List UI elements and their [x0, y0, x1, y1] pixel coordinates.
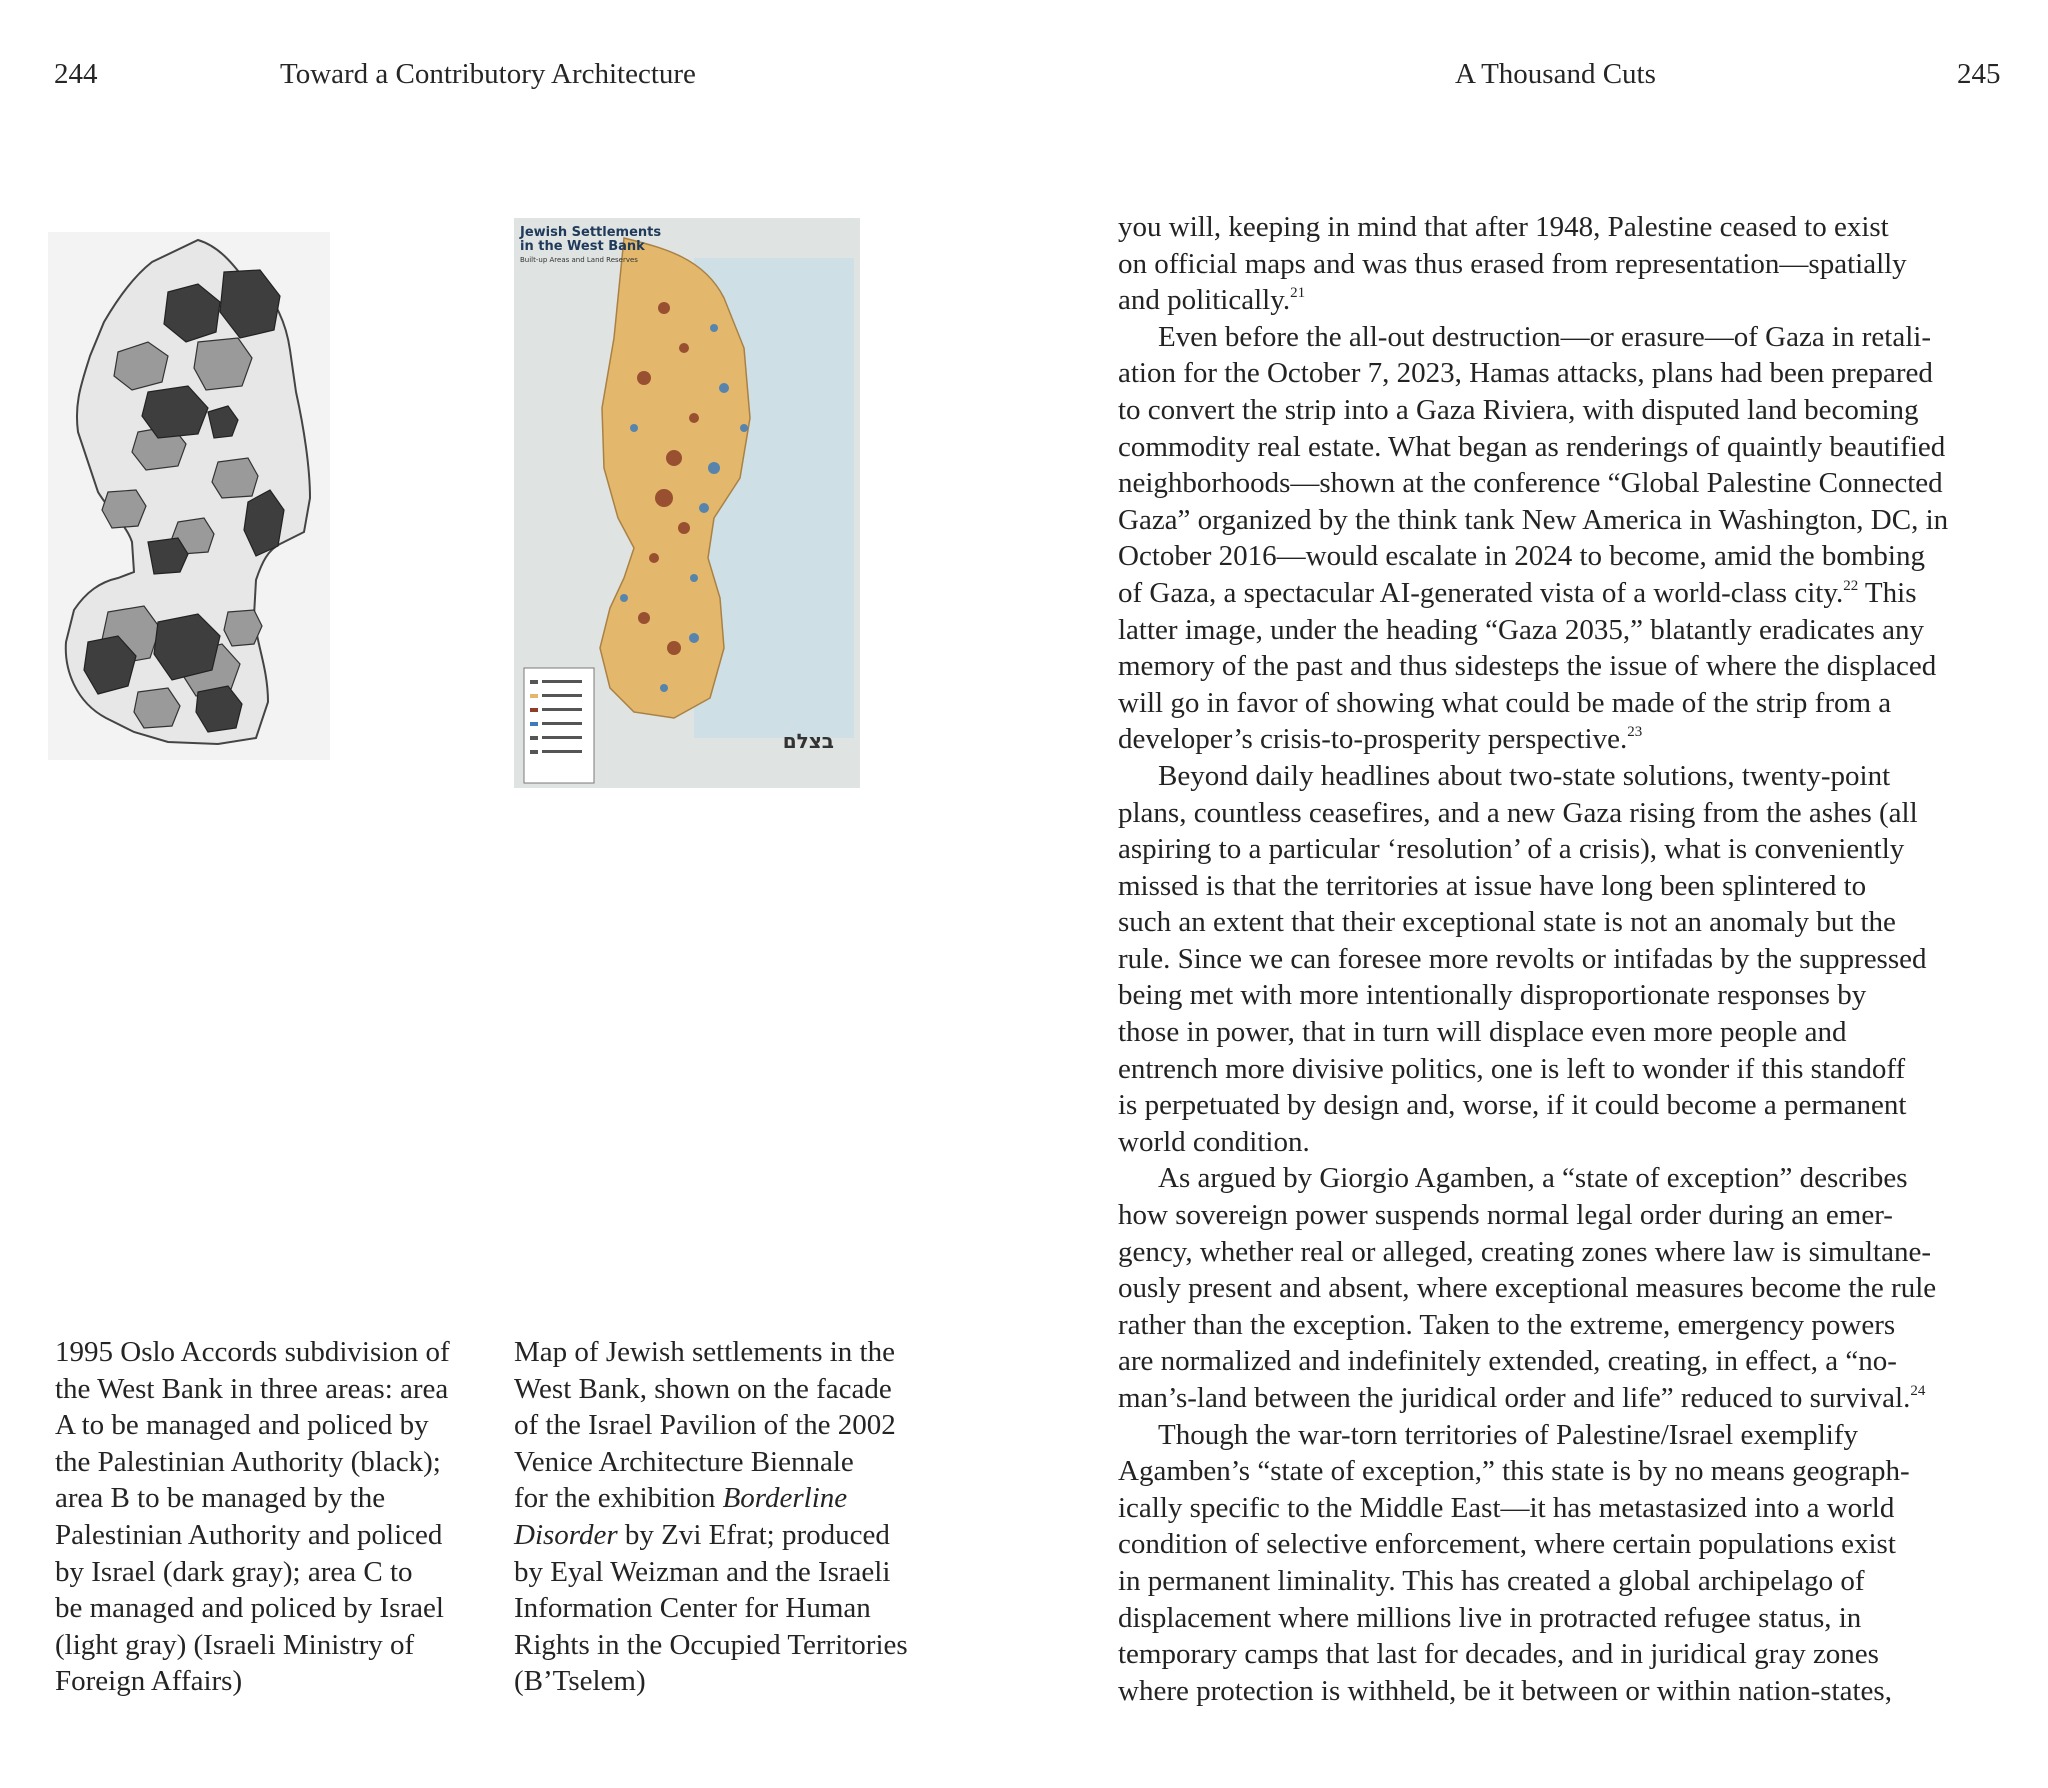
body-line: Beyond daily headlines about two-state solutions, twenty-point — [1158, 759, 1891, 792]
caption-line — [514, 1517, 954, 1554]
caption-line: Map of Jewish settlements in the — [514, 1336, 895, 1368]
footnote-ref: 23 — [1627, 724, 1643, 741]
caption-line: area B to be managed by the — [55, 1482, 386, 1515]
body-line: rule. Since we can foresee more revolts or intifadas by the suppressed — [1118, 942, 1927, 975]
body-line — [1118, 282, 2018, 319]
caption-settlements-map — [514, 1334, 954, 1700]
caption-line: be managed and policed by Israel — [55, 1592, 444, 1625]
caption-text: by Zvi Efrat; produced — [617, 1518, 890, 1551]
footnote-ref: 21 — [1290, 285, 1306, 302]
body-line: Gaza” organized by the think tank New America in Washington, DC, in — [1118, 503, 1949, 536]
settlements-map-graphic — [514, 218, 860, 788]
fig2-subtitle: Built-up Areas and Land Reserves — [520, 256, 638, 264]
body-line: Even before the all-out destruction—or erasure—of Gaza in retali- — [1158, 320, 1932, 353]
caption-line: Information Center for Human — [514, 1592, 871, 1625]
btselem-logo: בצלם — [782, 729, 834, 753]
footnote-ref: 22 — [1843, 577, 1859, 594]
body-line — [1118, 1380, 2018, 1417]
caption-line: A to be managed and policed by — [55, 1409, 429, 1442]
caption-line: of the Israel Pavilion of the 2002 — [514, 1409, 896, 1442]
body-line: missed is that the territories at issue have long been splintered to — [1118, 869, 1867, 902]
footnote-ref: 24 — [1910, 1383, 1926, 1399]
right-running-head: A Thousand Cuts — [1455, 58, 1656, 90]
body-line: on official maps and was thus erased from representation—spatially — [1118, 247, 1907, 280]
body-line: Agamben’s “state of exception,” this state is by no means geograph- — [1118, 1455, 1910, 1488]
caption-line: (light gray) (Israeli Ministry of — [55, 1628, 415, 1661]
left-page-number: 244 — [54, 58, 98, 90]
body-text — [1118, 209, 2018, 1709]
body-line: ically specific to the Middle East—it has metastasized into a world — [1118, 1491, 1895, 1524]
body-line: temporary camps that last for decades, and in juridical gray zones — [1118, 1638, 1879, 1671]
body-line: such an extent that their exceptional state is not an anomaly but the — [1118, 906, 1896, 939]
body-line: condition of selective enforcement, where certain populations exist — [1118, 1528, 1896, 1561]
body-line: will go in favor of showing what could be made of the strip from a — [1118, 686, 1892, 719]
body-line: where protection is withheld, be it between or within nation-states, — [1118, 1674, 1892, 1707]
oslo-map-graphic — [48, 232, 330, 760]
caption-line: by Israel (dark gray); area C to — [55, 1555, 413, 1588]
caption-line: Rights in the Occupied Territories — [514, 1628, 908, 1661]
body-line: plans, countless ceasefires, and a new Gaza rising from the ashes (all — [1118, 796, 1918, 829]
body-line — [1118, 721, 2018, 758]
body-line: commodity real estate. What began as renderings of quaintly beautified — [1118, 430, 1946, 463]
body-text-run: of Gaza, a spectacular AI-generated vista of a world-class city. — [1118, 576, 1844, 609]
body-text-run: and politically. — [1118, 284, 1291, 317]
body-line: Though the war-torn territories of Palestine/Israel exemplify — [1158, 1418, 1859, 1451]
body-line: ation for the October 7, 2023, Hamas attacks, plans had been prepared — [1118, 357, 1933, 390]
body-line: rather than the exception. Taken to the extreme, emergency powers — [1118, 1308, 1896, 1341]
caption-line: Venice Architecture Biennale — [514, 1445, 854, 1478]
body-line: you will, keeping in mind that after 1948, Palestine ceased to exist — [1118, 211, 1889, 243]
body-line: aspiring to a particular ‘resolution’ of a crisis), what is conveniently — [1118, 833, 1905, 866]
body-line: in permanent liminality. This has created a global archipelago of — [1118, 1564, 1865, 1597]
body-line: ously present and absent, where exceptional measures become the rule — [1118, 1272, 1937, 1305]
caption-text: for the exhibition — [514, 1482, 723, 1515]
caption-line: Palestinian Authority and policed — [55, 1518, 443, 1551]
body-line: being met with more intentionally disproportionate responses by — [1118, 979, 1867, 1012]
body-line: gency, whether real or alleged, creating zones where law is simultane- — [1118, 1235, 1931, 1268]
settlements-map-figure — [514, 218, 860, 788]
left-running-head: Toward a Contributory Architecture — [280, 58, 696, 90]
body-line — [1118, 575, 2018, 612]
body-line: to convert the strip into a Gaza Riviera, with disputed land becoming — [1118, 393, 1919, 426]
body-line: world condition. — [1118, 1125, 1310, 1158]
exhibition-title: Borderline — [722, 1482, 848, 1515]
body-line: are normalized and indefinitely extended, creating, in effect, a “no- — [1118, 1345, 1897, 1378]
body-line: how sovereign power suspends normal legal order during an emer- — [1118, 1199, 1893, 1232]
caption-line: by Eyal Weizman and the Israeli — [514, 1555, 891, 1588]
fig2-title-line2: in the West Bank — [520, 239, 645, 254]
caption-line — [514, 1480, 954, 1517]
caption-line: (B’Tselem) — [514, 1665, 646, 1698]
body-line: memory of the past and thus sidesteps the issue of where the displaced — [1118, 650, 1937, 683]
caption-line: West Bank, shown on the facade — [514, 1372, 892, 1405]
body-line: October 2016—would escalate in 2024 to become, amid the bombing — [1118, 540, 1925, 573]
body-line: displacement where millions live in protracted refugee status, in — [1118, 1601, 1862, 1634]
right-page-number: 245 — [1957, 58, 2001, 90]
body-line: latter image, under the heading “Gaza 2035,” blatantly eradicates any — [1118, 613, 1924, 646]
body-text-run: This — [1858, 576, 1917, 609]
fig2-title-line1: Jewish Settlements — [520, 225, 662, 240]
oslo-accords-map-figure — [48, 232, 330, 760]
body-line: is perpetuated by design and, worse, if it could become a permanent — [1118, 1089, 1907, 1122]
caption-line: 1995 Oslo Accords subdivision of — [55, 1336, 450, 1368]
exhibition-title: Disorder — [514, 1518, 618, 1551]
caption-line: the Palestinian Authority (black); — [55, 1445, 441, 1478]
body-line: As argued by Giorgio Agamben, a “state of exception” describes — [1158, 1162, 1908, 1195]
caption-line: the West Bank in three areas: area — [55, 1372, 449, 1405]
caption-line: Foreign Affairs) — [55, 1665, 243, 1698]
body-line: neighborhoods—shown at the conference “Global Palestine Connected — [1118, 467, 1943, 500]
body-text-run: developer’s crisis-to-prosperity perspective. — [1118, 723, 1628, 756]
body-line: entrench more divisive politics, one is left to wonder if this standoff — [1118, 1052, 1906, 1085]
body-line: those in power, that in turn will displace even more people and — [1118, 1016, 1847, 1049]
caption-oslo-map — [55, 1334, 485, 1700]
body-text-run: man’s-land between the juridical order and life” reduced to survival. — [1118, 1382, 1911, 1414]
